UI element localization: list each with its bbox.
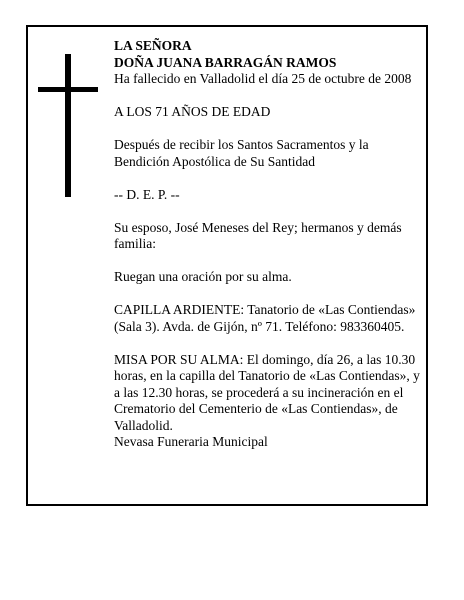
obituary-text	[114, 38, 426, 451]
deceased-name: DOÑA JUANA BARRAGÁN RAMOS	[114, 54, 337, 70]
sacraments-paragraph: Después de recibir los Santos Sacramentos y la Bendición Apostólica de Su Santidad	[114, 137, 369, 169]
funeral-home: Nevasa Funeraria Municipal	[114, 434, 268, 449]
death-info: Ha fallecido en Valladolid el día 25 de octubre de 2008	[114, 71, 412, 86]
age-line: A LOS 71 AÑOS DE EDAD	[114, 104, 271, 119]
cross-horizontal-bar	[38, 87, 98, 92]
rip-line: -- D. E. P. --	[114, 186, 180, 202]
notice-title: LA SEÑORA	[114, 38, 192, 53]
cross-icon	[38, 54, 98, 197]
mass-info: MISA POR SU ALMA: El domingo, día 26, a las 10.30 horas, en la capilla del Tanatorio de «Las Contiendas», y a las 12.30 horas, se procederá a su incineración en el Crematorio del Cementerio de «Las Contiendas», de Valladolid.	[114, 351, 420, 433]
cross-vertical-bar	[65, 54, 71, 197]
family-paragraph: Su esposo, José Meneses del Rey; hermanos y demás familia:	[114, 219, 402, 251]
prayer-request: Ruegan una oración por su alma.	[114, 269, 292, 284]
chapel-info: CAPILLA ARDIENTE: Tanatorio de «Las Contiendas» (Sala 3). Avda. de Gijón, nº 71. Teléfono: 983360405.	[114, 302, 416, 334]
